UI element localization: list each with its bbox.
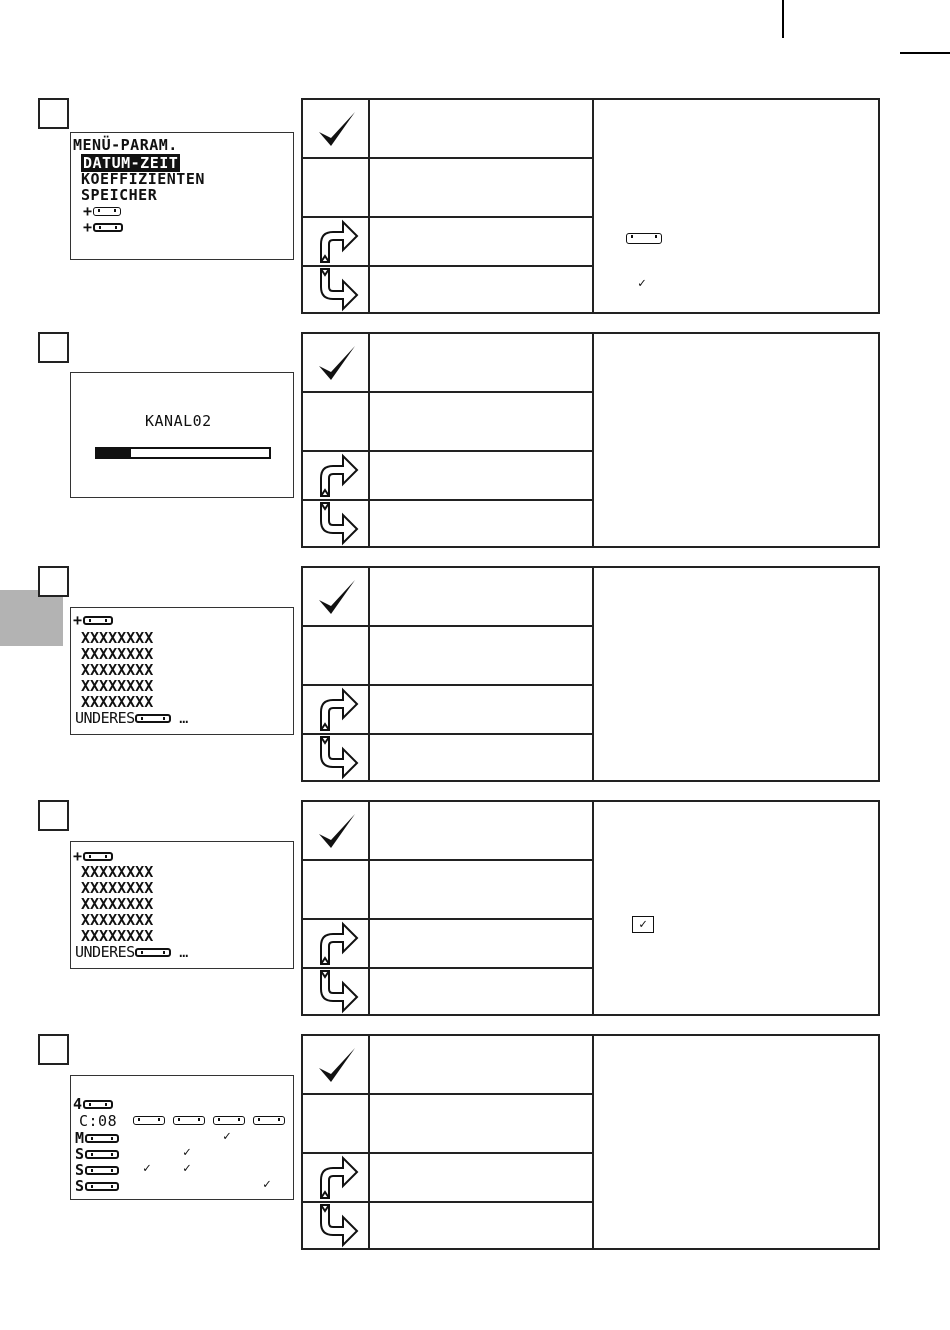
- step-number-box: [38, 98, 69, 129]
- transfer-progress-bar: [95, 447, 271, 459]
- row-s1: S: [75, 1146, 119, 1162]
- channel-code: C:08: [79, 1112, 118, 1130]
- check-mark: ✓: [263, 1177, 271, 1192]
- crop-mark: [782, 0, 784, 38]
- list-item: XXXXXXXX: [81, 661, 154, 679]
- menu-item-koeffizienten[interactable]: KOEFFIZIENTEN: [81, 170, 205, 188]
- list-item: XXXXXXXX: [81, 645, 154, 663]
- down-arrow-icon: [307, 1203, 367, 1249]
- up-arrow-icon: [307, 218, 367, 264]
- check-icon: [307, 1040, 367, 1092]
- controls-table: [301, 566, 880, 782]
- controls-table: [301, 98, 880, 314]
- up-arrow-icon: [307, 1154, 367, 1200]
- battery-icon: [85, 1182, 119, 1191]
- battery-icon: [135, 948, 171, 957]
- check-symbol: ✓: [638, 276, 646, 291]
- list-item: XXXXXXXX: [81, 927, 154, 945]
- check-mark: ✓: [183, 1161, 191, 1176]
- menu-title: MENÜ-PARAM.: [73, 136, 178, 154]
- list-item: XXXXXXXX: [81, 911, 154, 929]
- controls-table: [301, 332, 880, 548]
- step-number-box: [38, 332, 69, 363]
- step-number-box: [38, 566, 69, 597]
- row-m: M: [75, 1130, 119, 1146]
- row-s2: S: [75, 1162, 119, 1178]
- battery-icon: [83, 616, 113, 625]
- menu-item-speicher[interactable]: SPEICHER: [81, 186, 158, 204]
- up-arrow-icon: [307, 686, 367, 732]
- footer-line: UNDERES …: [75, 943, 188, 961]
- controls-table: [301, 800, 880, 1016]
- lcd-screen-menu: [70, 132, 294, 260]
- check-icon: [307, 572, 367, 624]
- list-item: XXXXXXXX: [81, 863, 154, 881]
- controls-table: [301, 1034, 880, 1250]
- check-mark: ✓: [223, 1129, 231, 1144]
- screen-header: +: [73, 848, 113, 864]
- down-arrow-icon: [307, 267, 367, 313]
- battery-icon: [626, 233, 662, 244]
- list-item: XXXXXXXX: [81, 693, 154, 711]
- section-tab: [0, 590, 63, 646]
- memory-slot-3-icon: [213, 1116, 245, 1125]
- step-number-box: [38, 1034, 69, 1065]
- lcd-screen-list: [70, 607, 294, 735]
- list-item: XXXXXXXX: [81, 895, 154, 913]
- list-item: XXXXXXXX: [81, 677, 154, 695]
- memory-slot-1-icon: [133, 1116, 165, 1125]
- lcd-screen-list: [70, 841, 294, 969]
- screen-header: +: [73, 612, 113, 628]
- footer-line: UNDERES …: [75, 709, 188, 727]
- battery-icon: [93, 207, 121, 216]
- lcd-screen-memory: [70, 1075, 294, 1200]
- list-item: XXXXXXXX: [81, 879, 154, 897]
- row-s3: S: [75, 1178, 119, 1194]
- lcd-screen-channel: [70, 372, 294, 498]
- memory-slot-2-icon: [173, 1116, 205, 1125]
- crop-mark: [900, 52, 950, 54]
- checkbox-icon: ✓: [632, 916, 654, 933]
- step-number-box: [38, 800, 69, 831]
- battery-icon: [85, 1150, 119, 1159]
- memory-slot-4-icon: [253, 1116, 285, 1125]
- screen-row-battery: 4: [73, 1096, 113, 1112]
- down-arrow-icon: [307, 969, 367, 1015]
- battery-icon: [83, 852, 113, 861]
- check-mark: ✓: [143, 1161, 151, 1176]
- battery-icon: [135, 714, 171, 723]
- up-arrow-icon: [307, 920, 367, 966]
- menu-item-battery[interactable]: +: [83, 219, 123, 235]
- up-arrow-icon: [307, 452, 367, 498]
- menu-item-battery-outline[interactable]: +: [83, 203, 121, 219]
- list-item: XXXXXXXX: [81, 629, 154, 647]
- battery-icon: [83, 1100, 113, 1109]
- menu-item-datum-zeit[interactable]: DATUM-ZEIT: [83, 154, 179, 172]
- down-arrow-icon: [307, 501, 367, 547]
- battery-icon: [93, 223, 123, 232]
- check-icon: [307, 104, 367, 156]
- channel-label: KANAL02: [145, 412, 212, 430]
- check-icon: [307, 806, 367, 858]
- check-icon: [307, 338, 367, 390]
- battery-icon: [85, 1166, 119, 1175]
- battery-icon: [85, 1134, 119, 1143]
- check-mark: ✓: [183, 1145, 191, 1160]
- down-arrow-icon: [307, 735, 367, 781]
